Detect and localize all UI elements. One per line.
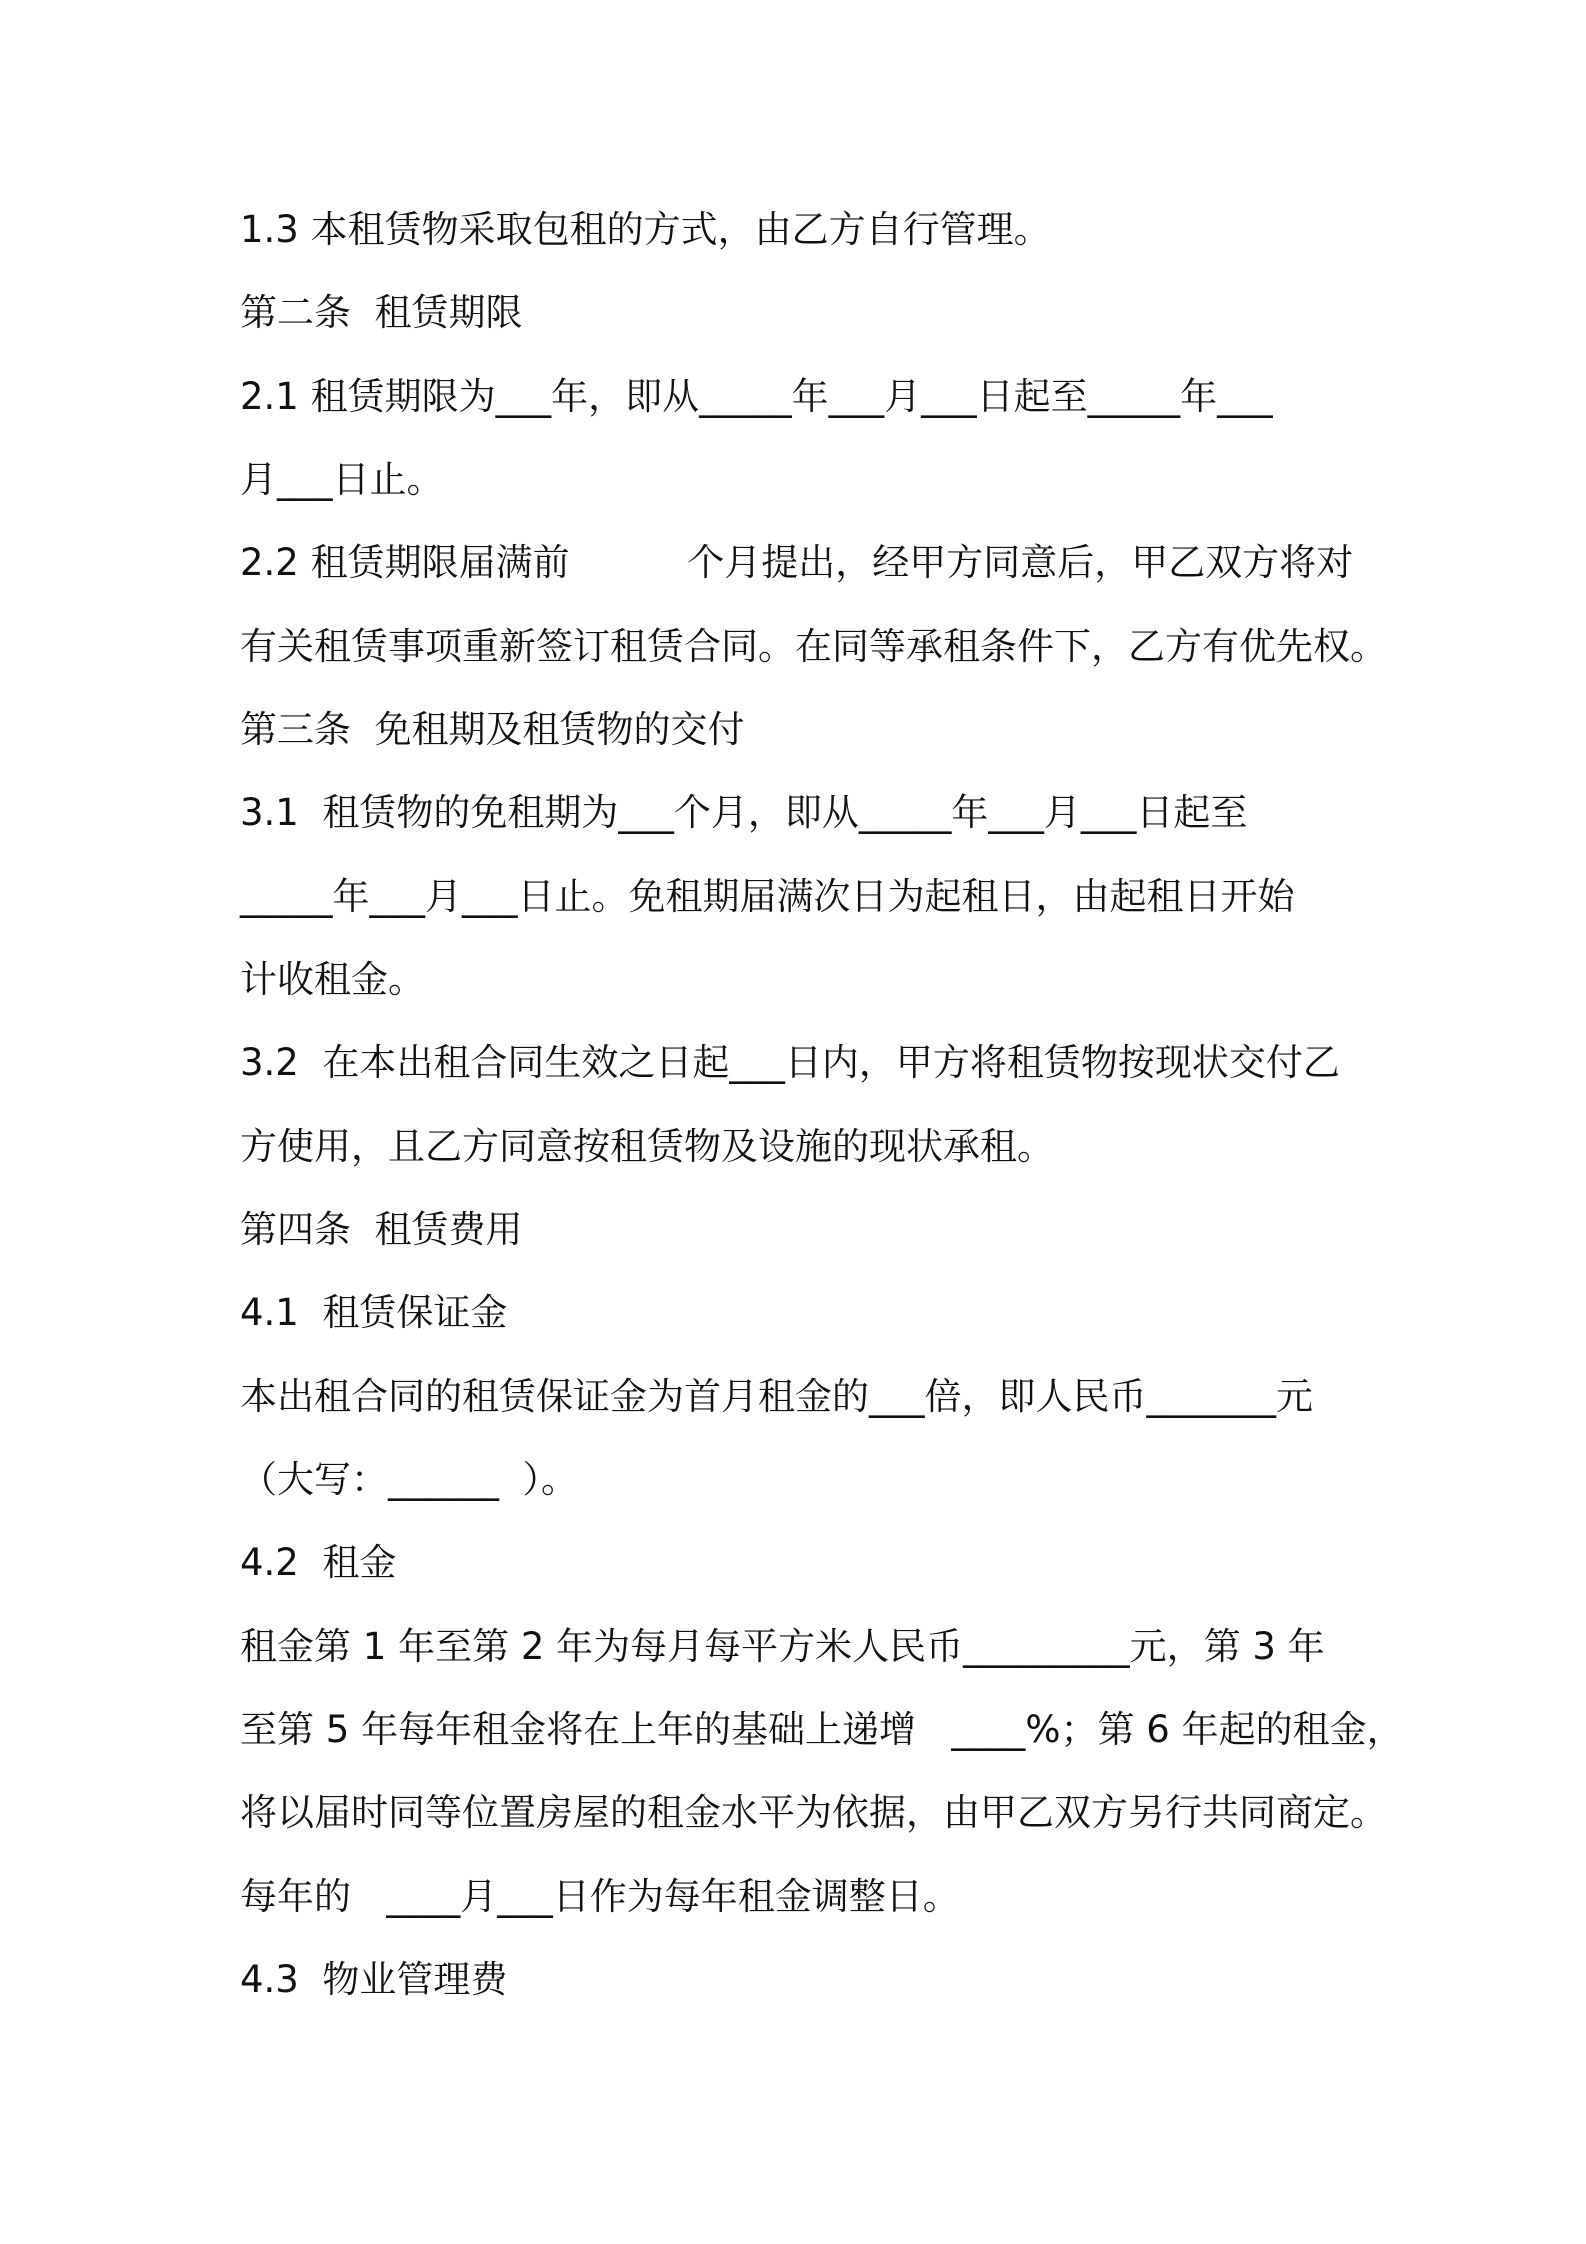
clause-4-1-line-1: 本出租合同的租赁保证金为首月租金的___倍，即人民币_______元 xyxy=(240,1375,1313,1418)
clause-3-2-line-2: 方使用，且乙方同意按租赁物及设施的现状承租。 xyxy=(240,1125,1054,1168)
clause-3-1-line-1: 3.1 租赁物的免租期为___个月，即从_____年___月___日起至 xyxy=(240,791,1248,834)
clause-2-1-line-1: 2.1 租赁期限为___年，即从_____年___月___日起至_____年___ xyxy=(240,375,1273,418)
clause-2-2-line-1: 2.2 租赁期限届满前 个月提出，经甲方同意后，甲乙双方将对 xyxy=(240,541,1354,584)
article-3-heading: 第三条 免租期及租赁物的交付 xyxy=(240,708,745,751)
clause-4-2-line-1: 租金第 1 年至第 2 年为每月每平方米人民币_________元，第 3 年 xyxy=(240,1625,1325,1668)
clause-2-1-line-2: 月___日止。 xyxy=(240,458,444,501)
clause-4-2-line-2: 至第 5 年每年租金将在上年的基础上递增 ____%；第 6 年起的租金， xyxy=(240,1708,1404,1751)
clause-1-3: 1.3 本租赁物采取包租的方式，由乙方自行管理。 xyxy=(240,208,1051,251)
article-2-heading: 第二条 租赁期限 xyxy=(240,291,523,334)
clause-4-2-line-3: 将以届时同等位置房屋的租金水平为依据，由甲乙双方另行共同商定。 xyxy=(240,1791,1387,1834)
clause-4-2-heading: 4.2 租金 xyxy=(240,1541,397,1584)
clause-3-1-line-3: 计收租金。 xyxy=(240,958,425,1001)
clause-3-1-line-2: _____年___月___日止。免租期届满次日为起租日，由起租日开始 xyxy=(240,875,1295,918)
clause-4-1-heading: 4.1 租赁保证金 xyxy=(240,1291,508,1334)
clause-4-2-line-4: 每年的 ____月___日作为每年租金调整日。 xyxy=(240,1875,960,1918)
clause-4-1-line-2: （大写：______ ）。 xyxy=(240,1458,579,1501)
clause-2-2-line-2: 有关租赁事项重新签订租赁合同。在同等承租条件下，乙方有优先权。 xyxy=(240,625,1387,668)
article-4-heading: 第四条 租赁费用 xyxy=(240,1208,523,1251)
clause-4-3-heading: 4.3 物业管理费 xyxy=(240,1958,508,2001)
clause-3-2-line-1: 3.2 在本出租合同生效之日起___日内，甲方将租赁物按现状交付乙 xyxy=(240,1041,1340,1084)
